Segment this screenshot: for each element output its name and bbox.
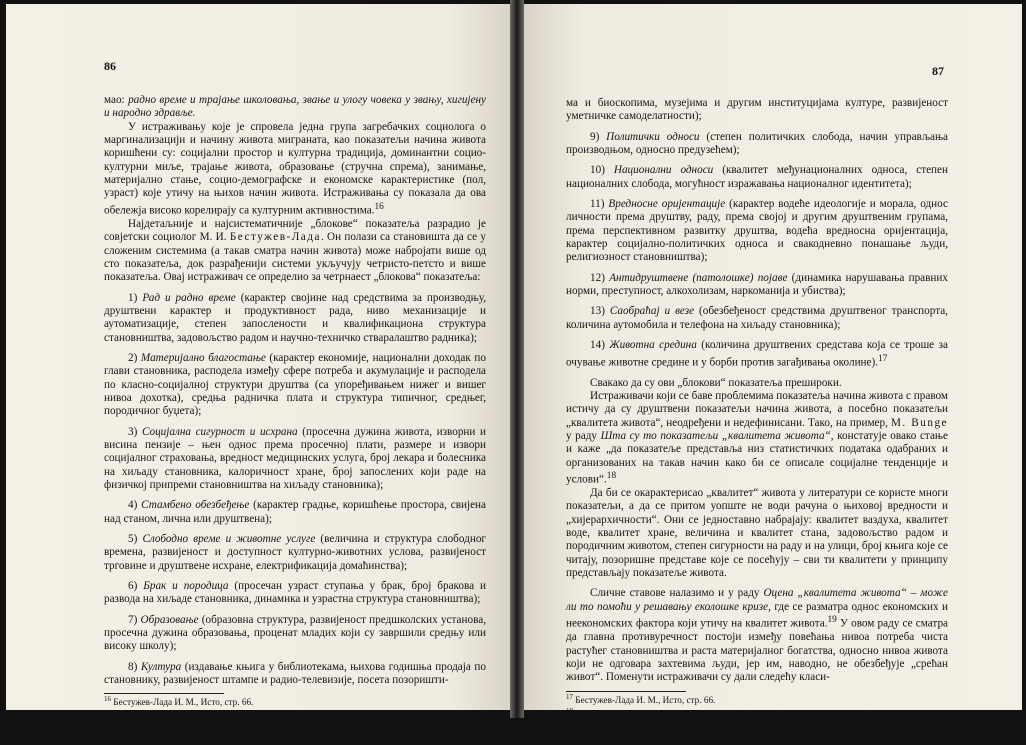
footnote-18: $^{18}$ M. Bunge, What is a Quality of Life Indicator? – Social Indicators Research, 1975, vol. 2, br. 1, p. 65. [566, 706, 937, 730]
list-item: 12) Антидруштвене (патолошке) појаве (динамика нарушавања правних норми, преступност, алкохолизам, наркоманија и убиства); [566, 271, 948, 298]
list-item: 5) Слободно време и животне услуге (величина и структура слободног времена, развијеност и доступност културно-животних услова, развијеност трговине и друштвене исхране, електрификација домаћинства); [104, 533, 487, 572]
list-item: 4) Стамбено обезбеђење (карактер градње, коришћење простора, свијена над станом, лична или друштвена); [104, 499, 486, 525]
list-item: 8) Култура (издавање књига у библиотекама, њихова годишња продаја по становнику, развијеност штампе и радио-телевизије, посета позоришти- [104, 660, 486, 687]
left-page-body [104, 94, 486, 709]
paragraph-a: Свакако да су ови „блокови“ показатеља прешироки. [590, 376, 842, 389]
footnote-16: $^{16}$ Бестужев-Лада И. М., Исто, стр. 66. [104, 695, 254, 708]
list-item: 13) Саобраћај и везе (обезбеђеност средствима друштвеног транспорта, количина аутомобила и телефона на хиљаду становника); [566, 305, 948, 331]
list-item: 6) Брак и породица (просечан узраст ступања у брак, број бракова и развода на хиљаде становника, динамика и узрастна структура становништва); [104, 580, 487, 606]
paragraph-1: мао: радно време и трајање школовања, звање и улогу човека у звању, хигијену и народно здравље. [104, 94, 487, 120]
left-page [6, 4, 510, 710]
list-item: 14) Животна средина (количина друштвених средстава која се троше за очување животне средине и у борби против загађивања околине).$^{17}$ [566, 339, 948, 369]
paragraph-continued: ма и биоскопима, музејима и другим институцијама културе, развијеност уметничке самоделатности); [566, 97, 948, 123]
page-number-left: 86 [104, 59, 116, 73]
footnote-ref-16: 16 [374, 201, 384, 212]
list-item: 1) Рад и радно време (карактер својине над средствима за производњу, друштвени карактер и продуктивност рада, ниво механизације и аутоматизације, степен запослености и квалификациона структура становништва, задовољство радом и научно-техничко стваралаштво радника); [104, 291, 486, 344]
list-item: 2) Материјално благостање (карактер економије, национални доходак по глави становника, расподела између сфере потреба и акумулације и расподела по класно-социјалној структури друштва (са упоређивањем нижег и вишег нивоа дохотка), средња радничка плата и структура типичног, средњег, породичног буџета); [104, 351, 486, 418]
book-gutter [510, 0, 524, 718]
footnote-ref-19: 19 [827, 615, 837, 626]
list-item: 9) Политички односи (степен политичких слобода, начин управљања производњом, односно предузећем); [566, 130, 948, 157]
right-page [524, 4, 1022, 744]
footnote-ref-17: 17 [878, 353, 888, 364]
paragraph-c: Да би се окарактерисао „квалитет“ живота у литератури се користе многи показатељи, а да се притом уопште не води рачуна о њиховој вредности и „хијерархичности“. Они се једноставно набрајају: квалитет ваздуха, квалитет воде, квалитет хране, величина и квалитет стана, задовољство радом и породичним животом, степен сигурности на раду и на улици, број књига које се читају, позоришне представе које се посећују – сви ти квалитети у принципу представљају показатеље живота. [566, 487, 948, 580]
list-item: 7) Образовање (образовна структура, развијеност предшколских установа, просечна дужина образовања, проценат младих који су завршили средњу или високу школу); [104, 613, 486, 653]
footnote-19: $^{19}$ M. Bunge, Исто. [566, 731, 639, 744]
right-page-body [566, 97, 948, 745]
paragraph-b: Истраживачи који се баве проблемима показатеља начина живота с правом истичу да су друштвени показатељи начина живота, а посебно показатељи „квалитета живота“, неодређени и недефинисани. Тако, на пример, М. Bunge у раду Шта су то показатељи „квалитета живота“, констатује овако стање и каже „да показатеље представља низ статистичких података одабраних и организованих на такав начин како би се описале социјалне тенденције и услови“.$^{18}$ [566, 389, 949, 486]
paragraph-3: Најдетаљније и најсистематичније „блокове“ показатеља разрадио је совјетски социолог М. И. Бестужев-Лада. Он полази са становишта да се у сложеним системима (а такав сматра начин живота) може набројати више од сто показатеља, док разрађенији системи укључују четристо-петсто и више показатеља. Овај истраживач се определио за четрнаест „блокова“ показатеља: [104, 217, 486, 284]
list-item: 10) Национални односи (квалитет међунационалних односа, степен националних слобода, могућност изражавања националног идентитета); [566, 164, 948, 190]
footnote-ref-18: 18 [606, 470, 617, 481]
footnote-17: $^{17}$ Бестужев-Лада И. М., Исто, стр. 66. [566, 692, 716, 705]
list-item: 3) Социјална сигурност и исхрана (просечна дужина живота, изворни и висина пензије – њен однос према просечној плати, размере и извори социјалног страховања, вредност медицинских услуга, број лекара и болесника на хиљаду становника, калоричност хране, број запослених који раде на физичкој припреми становништва на хиљаду становника); [104, 425, 486, 492]
paragraph-d: Сличне ставове налазимо и у раду Оцена „квалитета живота“ – може ли то помоћи у решавању еколошке кризе, где се разматра однос економских и неекономских фактора који утичу на квалитет живота.$^{19}$ У овом раду се сматра да главна противуречност постоји између повећања нивоа потреба чиста растућег становништва и раста материјалног богатства, односно нивоа живота који не одговара захтевима људи, јер им, наводно, не обезбеђује „срећан живот“. Поменути истраживачи су дали следећу класи- [566, 587, 948, 684]
page-number-right: 87 [932, 64, 944, 78]
list-item: 11) Вредносне оријентације (карактер водеће идеологије и морала, однос личности према друштву, раду, према својој и другим друштвеним групама, према перспективном развитку друштва, водећа вредносна оријентација, карактер социјално-политичких односа и свакодневно понашање људи, религиозност становништва); [566, 198, 949, 264]
paragraph-2: У истраживању које је спровела једна група загребачких социолога о маргинализацији и начину живота миграната, као показатељи начина живота коришћени су: социјални простор и културна традиција, доминантни социо-културни миље, трајање живота, образовање (стручна спрема), занимање, материјално стање, социо-демографске и економске карактеристике (пол, узраст) које утичу на њихов начин живота. Истраживања су показала да ова обележја високо корелирају са културним активностима.$^{16}$ [104, 120, 486, 217]
